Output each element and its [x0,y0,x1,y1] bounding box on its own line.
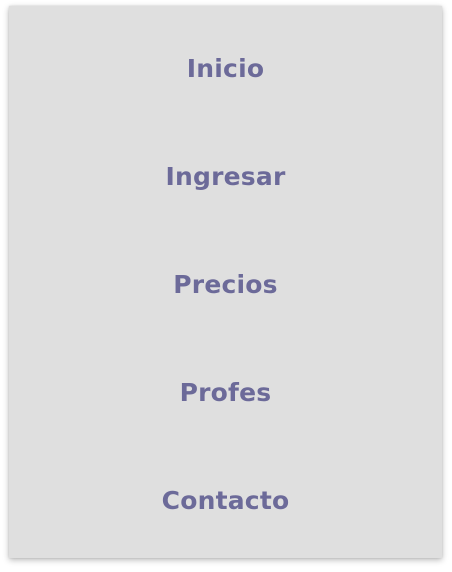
navigation-menu [9,6,442,558]
menu-item-contacto[interactable]: Contacto [161,485,290,515]
menu-item-profes[interactable]: Profes [179,377,272,407]
menu-item-precios[interactable]: Precios [173,269,278,299]
menu-item-inicio[interactable]: Inicio [186,53,265,83]
menu-item-ingresar[interactable]: Ingresar [165,161,286,191]
